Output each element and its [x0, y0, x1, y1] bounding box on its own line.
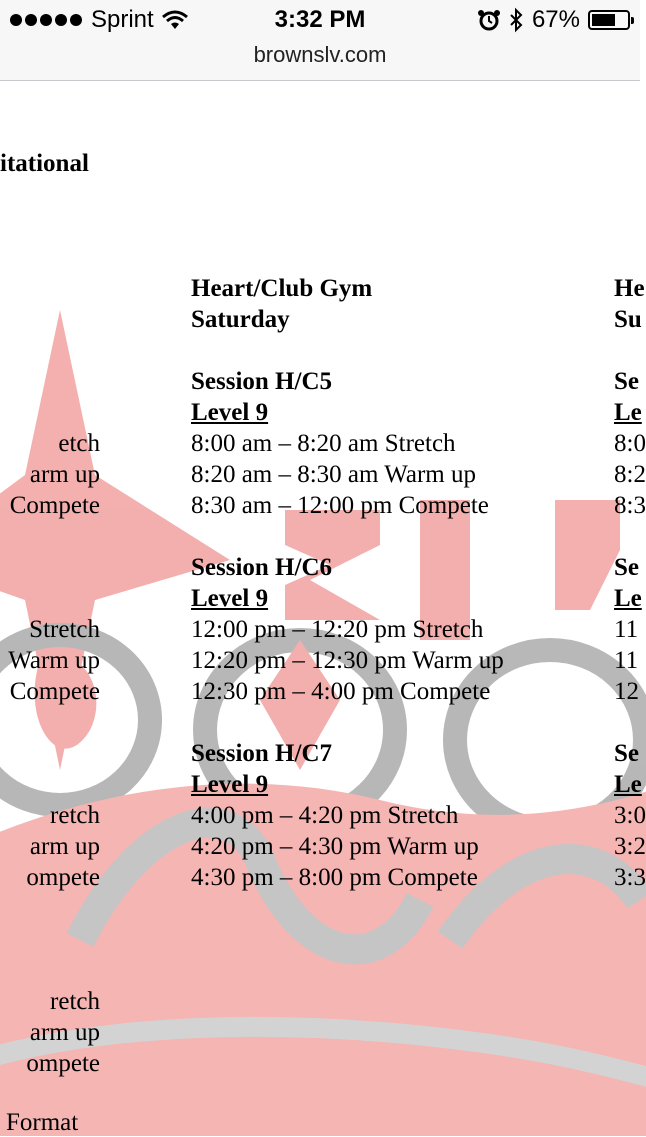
- time-row: 8:2: [614, 461, 646, 488]
- left-time-row: Compete: [9, 492, 100, 519]
- alarm-icon: [478, 9, 500, 31]
- battery-icon: [588, 10, 630, 30]
- time-row: 8:00 am – 8:20 am Stretch: [191, 430, 456, 457]
- time-row: 4:20 pm – 4:30 pm Warm up: [191, 833, 479, 860]
- session-heading: Se: [614, 554, 639, 581]
- session-heading: Session H/C6: [191, 554, 333, 581]
- time-row: 12: [614, 678, 639, 705]
- left-time-row: Warm up: [8, 647, 100, 674]
- day-heading: Saturday: [191, 306, 290, 333]
- time-row: 3:3: [614, 864, 646, 891]
- level-label: Le: [614, 399, 642, 426]
- time-row: 8:20 am – 8:30 am Warm up: [191, 461, 476, 488]
- session-heading: Se: [614, 368, 639, 395]
- left-time-row: retch: [50, 802, 100, 829]
- bluetooth-icon: [508, 8, 524, 32]
- page-title: itational: [0, 150, 89, 177]
- url-bar[interactable]: brownslv.com: [253, 42, 387, 67]
- level-label: Le: [614, 771, 642, 798]
- heart-club-gym-column: [191, 273, 504, 893]
- left-time-row: arm up: [29, 1019, 100, 1046]
- gym-heading: He: [614, 275, 645, 302]
- battery-percent: 67%: [531, 6, 580, 33]
- gym-heading: Heart/Club Gym: [191, 275, 373, 302]
- session-heading: Session H/C5: [191, 368, 333, 395]
- status-bar: [0, 0, 640, 81]
- status-right: [478, 6, 630, 34]
- page-content: [0, 80, 646, 1136]
- session-heading: Session H/C7: [191, 740, 333, 767]
- time-row: 12:20 pm – 12:30 pm Warm up: [191, 647, 504, 674]
- left-time-row: ompete: [26, 864, 100, 891]
- time-row: 4:00 pm – 4:20 pm Stretch: [191, 802, 459, 829]
- carrier-name: Sprint: [91, 6, 154, 33]
- level-label: Level 9: [191, 585, 269, 612]
- time-row: 12:30 pm – 4:00 pm Compete: [191, 678, 491, 705]
- left-column: [8, 273, 100, 1079]
- left-time-row: Compete: [9, 678, 100, 705]
- time-row: 4:30 pm – 8:00 pm Compete: [191, 864, 478, 891]
- left-time-row: ompete: [26, 1050, 100, 1077]
- day-heading: Su: [614, 306, 642, 333]
- footer-text: Format: [6, 1109, 79, 1136]
- left-time-row: arm up: [29, 461, 100, 488]
- time-row: 3:2: [614, 833, 646, 860]
- right-column: [614, 273, 646, 893]
- status-time: 3:32 PM: [274, 6, 366, 33]
- level-label: Le: [614, 585, 642, 612]
- time-row: 3:0: [614, 802, 646, 829]
- time-row: 11: [614, 647, 639, 674]
- left-time-row: retch: [50, 988, 100, 1015]
- left-time-row: arm up: [29, 833, 100, 860]
- left-time-row: Stretch: [29, 616, 100, 643]
- time-row: 8:30 am – 12:00 pm Compete: [191, 492, 489, 519]
- time-row: 12:00 pm – 12:20 pm Stretch: [191, 616, 484, 643]
- level-label: Level 9: [191, 399, 269, 426]
- time-row: 8:0: [614, 430, 646, 457]
- time-row: 8:3: [614, 492, 646, 519]
- session-heading: Se: [614, 740, 639, 767]
- level-label: Level 9: [191, 771, 269, 798]
- left-time-row: etch: [58, 430, 100, 457]
- time-row: 11: [614, 616, 639, 643]
